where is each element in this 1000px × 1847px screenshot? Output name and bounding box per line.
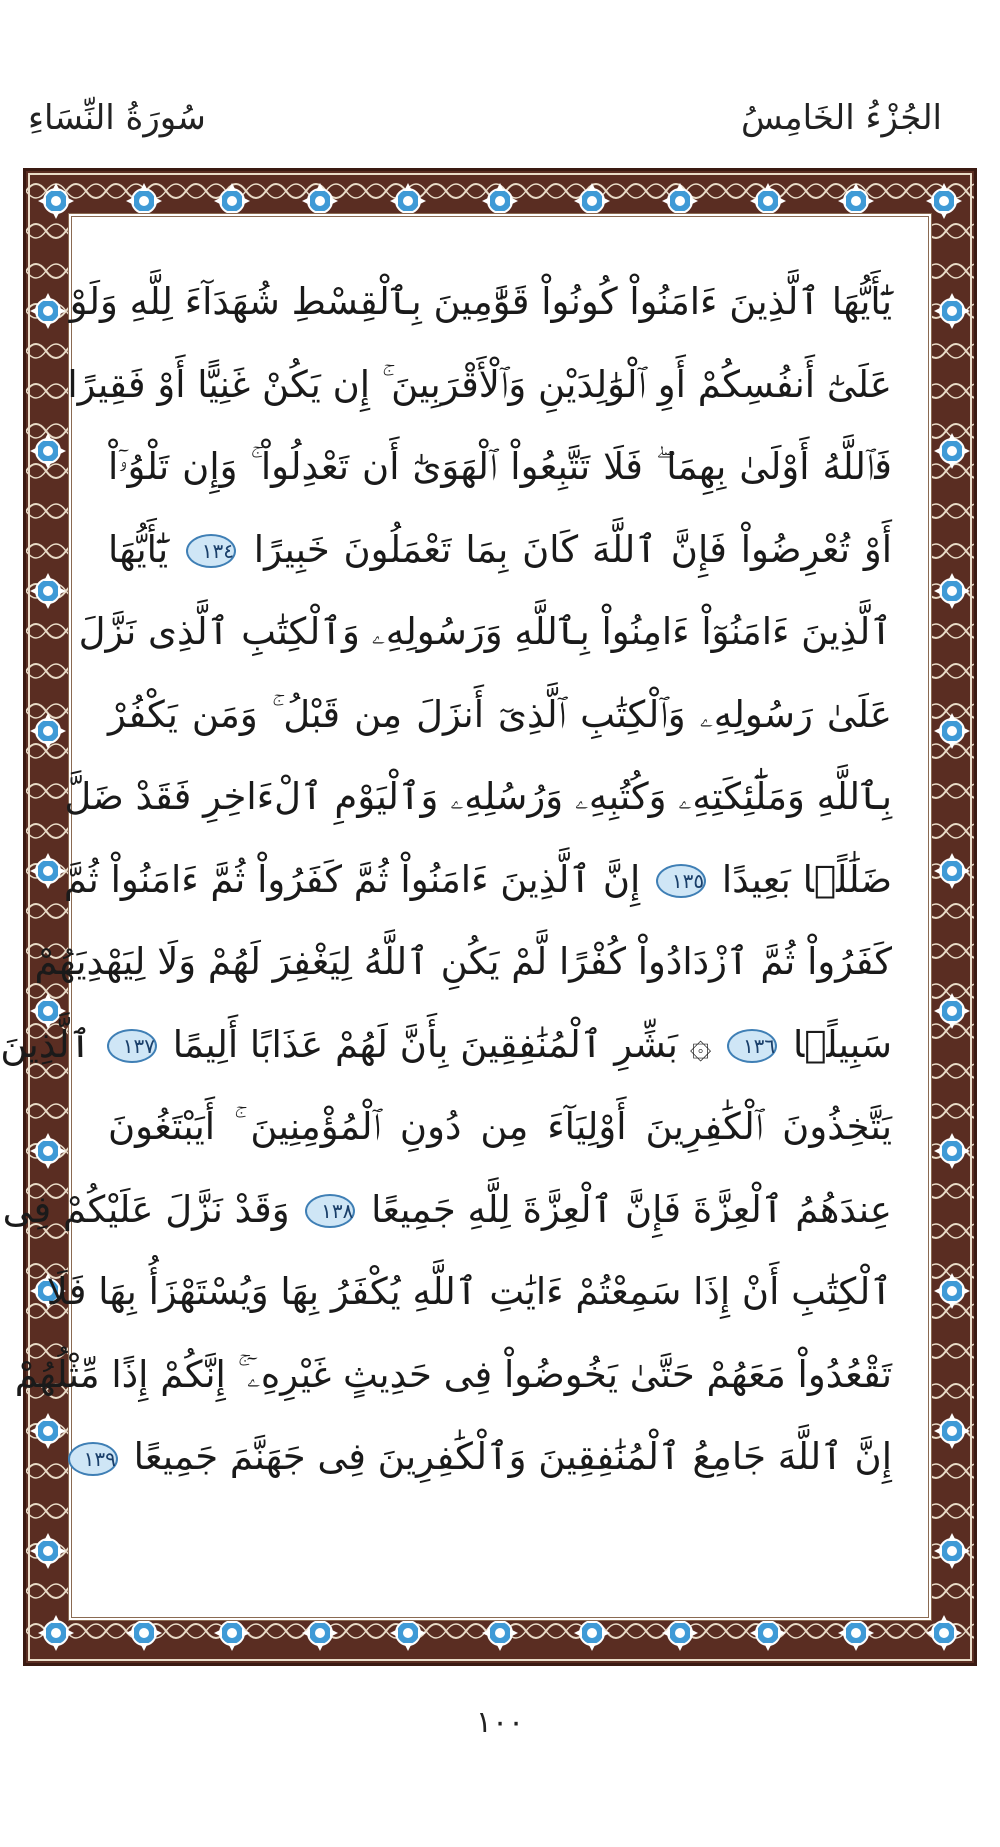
- text-line: عَلَىٰ رَسُولِهِۦ وَٱلْكِتَٰبِ ٱلَّذِىٓ أَنزَلَ مِن قَبْلُ ۚ وَمَن يَكْفُرْ: [108, 692, 892, 736]
- surah-title: سُورَةُ النِّسَاءِ: [28, 98, 206, 138]
- text-line: يَٰٓأَيُّهَا ٱلَّذِينَ ءَامَنُواْ كُونُواْ قَوَّٰمِينَ بِٱلْقِسْطِ شُهَدَآءَ لِلَّهِ وَلَوْ: [69, 280, 892, 323]
- ayah-marker: ١٣٥: [656, 864, 706, 898]
- ornamental-frame: [0, 168, 977, 1666]
- text-line: ٱلْكِتَٰبِ أَنْ إِذَا سَمِعْتُمْ ءَايَٰتِ ٱللَّهِ يُكْفَرُ بِهَا وَيُسْتَهْزَأُ بِهَا فَلَا: [46, 1270, 892, 1313]
- text-line: أَوْ تُعْرِضُواْ فَإِنَّ ٱللَّهَ كَانَ بِمَا تَعْمَلُونَ خَبِيرًا ١٣٤ يَٰٓأَيُّهَا: [108, 527, 893, 571]
- ayah-marker: ١٣٨: [305, 1194, 355, 1228]
- text-line: عَلَىٰٓ أَنفُسِكُمْ أَوِ ٱلْوَٰلِدَيْنِ وَٱلْأَقْرَبِينَ ۚ إِن يَكُنْ غَنِيًّا أَوْ فَقِيرًا: [67, 362, 892, 406]
- text-line: عِندَهُمُ ٱلْعِزَّةَ فَإِنَّ ٱلْعِزَّةَ لِلَّهِ جَمِيعًا ١٣٨ وَقَدْ نَزَّلَ عَلَيْكُمْ فِى: [2, 1187, 892, 1231]
- text-line: سَبِيلًۢا ١٣٦ ۞ بَشِّرِ ٱلْمُنَٰفِقِينَ بِأَنَّ لَهُمْ عَذَابًا أَلِيمًا ١٣٧ ٱلَّذِينَ: [0, 1022, 892, 1066]
- juz-title: الجُزْءُ الخَامِسُ: [741, 98, 942, 138]
- text-line: تَقْعُدُواْ مَعَهُمْ حَتَّىٰ يَخُوضُواْ فِى حَدِيثٍ غَيْرِهِۦٓ ۚ إِنَّكُمْ إِذًا مِّثْلُهُمْ: [14, 1352, 892, 1396]
- text-line: إِنَّ ٱللَّهَ جَامِعُ ٱلْمُنَٰفِقِينَ وَٱلْكَٰفِرِينَ فِى جَهَنَّمَ جَمِيعًا ١٣٩: [108, 1416, 892, 1499]
- text-line: فَٱللَّهُ أَوْلَىٰ بِهِمَا ۖ فَلَا تَتَّبِعُواْ ٱلْهَوَىٰٓ أَن تَعْدِلُواْ ۚ وَإِن تَلْوُۥٓاْ: [108, 445, 892, 488]
- text-line: ٱلَّذِينَ ءَامَنُوٓاْ ءَامِنُواْ بِٱللَّهِ وَرَسُولِهِۦ وَٱلْكِتَٰبِ ٱلَّذِى نَزَّلَ: [78, 610, 892, 653]
- text-line: ضَلَٰلًۢا بَعِيدًا ١٣٥ إِنَّ ٱلَّذِينَ ءَامَنُواْ ثُمَّ كَفَرُواْ ثُمَّ ءَامَنُواْ ثُمَّ: [63, 857, 892, 901]
- ayah-marker: ١٣٩: [68, 1442, 118, 1476]
- ayah-marker: ١٣٤: [186, 534, 236, 568]
- text-line: كَفَرُواْ ثُمَّ ٱزْدَادُواْ كُفْرًا لَّمْ يَكُنِ ٱللَّهُ لِيَغْفِرَ لَهُمْ وَلَا لِيَهْدِيَهُمْ: [34, 940, 892, 983]
- ayah-marker: ١٣٦: [727, 1029, 777, 1063]
- text-line: يَتَّخِذُونَ ٱلْكَٰفِرِينَ أَوْلِيَآءَ مِن دُونِ ٱلْمُؤْمِنِينَ ۚ أَيَبْتَغُونَ: [108, 1105, 892, 1148]
- ayah-marker: ١٣٧: [107, 1029, 157, 1063]
- text-line: بِٱللَّهِ وَمَلَٰٓئِكَتِهِۦ وَكُتُبِهِۦ وَرُسُلِهِۦ وَٱلْيَوْمِ ٱلْءَاخِرِ فَقَدْ ضَلَّ: [64, 775, 892, 818]
- page-number: ١٠٠: [475, 1705, 525, 1740]
- quran-text: [0, 261, 893, 1499]
- page-header: [0, 98, 1000, 158]
- text-panel: [0, 213, 932, 1621]
